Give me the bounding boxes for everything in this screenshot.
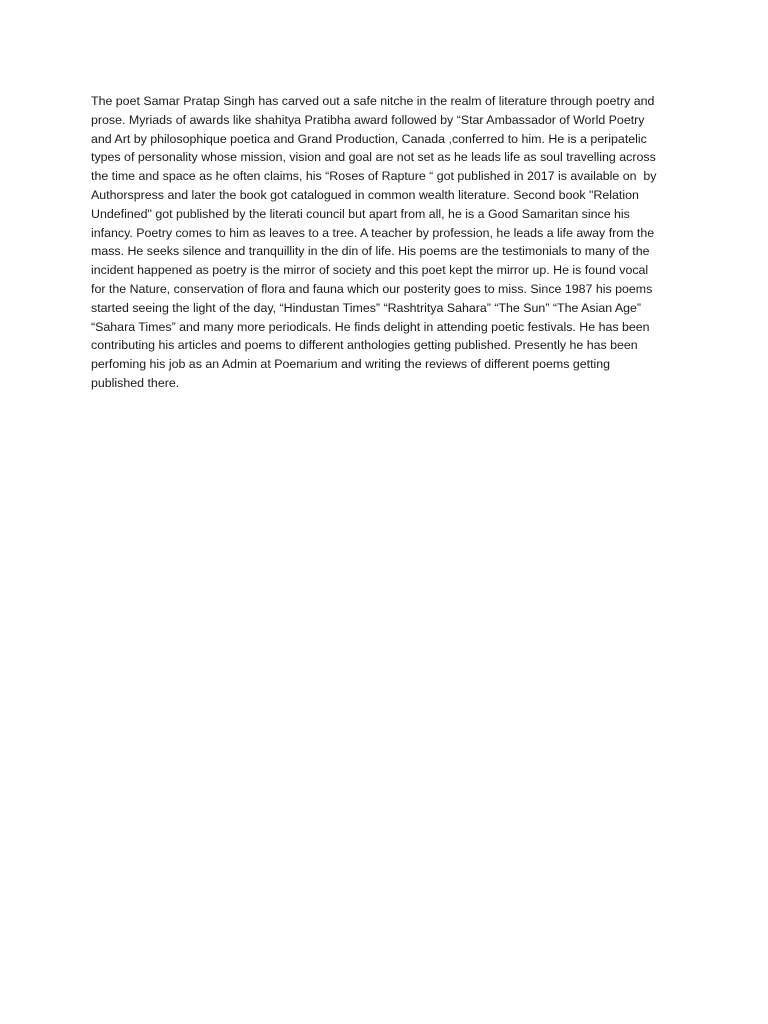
paragraph-line: incident happened as poetry is the mirror of society and this poet kept the mirror up. He is found vocal: [91, 263, 649, 278]
paragraph-line: Undefined" got published by the literati council but apart from all, he is a Good Samaritan since his: [91, 206, 630, 221]
paragraph-line: prose. Myriads of awards like shahitya Pratibha award followed by “Star Ambassador of World Poetry: [91, 112, 645, 127]
paragraph-line: contributing his articles and poems to different anthologies getting published. Presently he has been: [91, 338, 638, 353]
paragraph-line: “Sahara Times” and many more periodicals. He finds delight in attending poetic festivals. He has been: [91, 319, 650, 334]
paragraph-line: started seeing the light of the day, “Hindustan Times” “Rashtritya Sahara” “The Sun” “The Asian Age”: [91, 300, 642, 315]
biography-paragraph: [91, 92, 677, 393]
paragraph-line: infancy. Poetry comes to him as leaves to a tree. A teacher by profession, he leads a life away from the: [91, 225, 655, 240]
paragraph-line: types of personality whose mission, vision and goal are not set as he leads life as soul travelling across: [91, 150, 656, 165]
paragraph-line: the time and space as he often claims, his “Roses of Rapture “ got published in 2017 is available on by: [91, 169, 657, 184]
paragraph-line: mass. He seeks silence and tranquillity in the din of life. His poems are the testimonials to many of the: [91, 244, 650, 259]
paragraph-line: The poet Samar Pratap Singh has carved out a safe nitche in the realm of literature through poetry and: [91, 94, 655, 108]
paragraph-line: for the Nature, conservation of flora and fauna which our posterity goes to miss. Since 1987 his poems: [91, 281, 653, 296]
paragraph-line: and Art by philosophique poetica and Grand Production, Canada ,conferred to him. He is a peripatelic: [91, 131, 647, 146]
paragraph-line: perfoming his job as an Admin at Poemarium and writing the reviews of different poems getting: [91, 357, 611, 372]
paragraph-line: Authorspress and later the book got catalogued in common wealth literature. Second book "Relation: [91, 187, 639, 202]
paragraph-line: published there.: [91, 375, 180, 390]
